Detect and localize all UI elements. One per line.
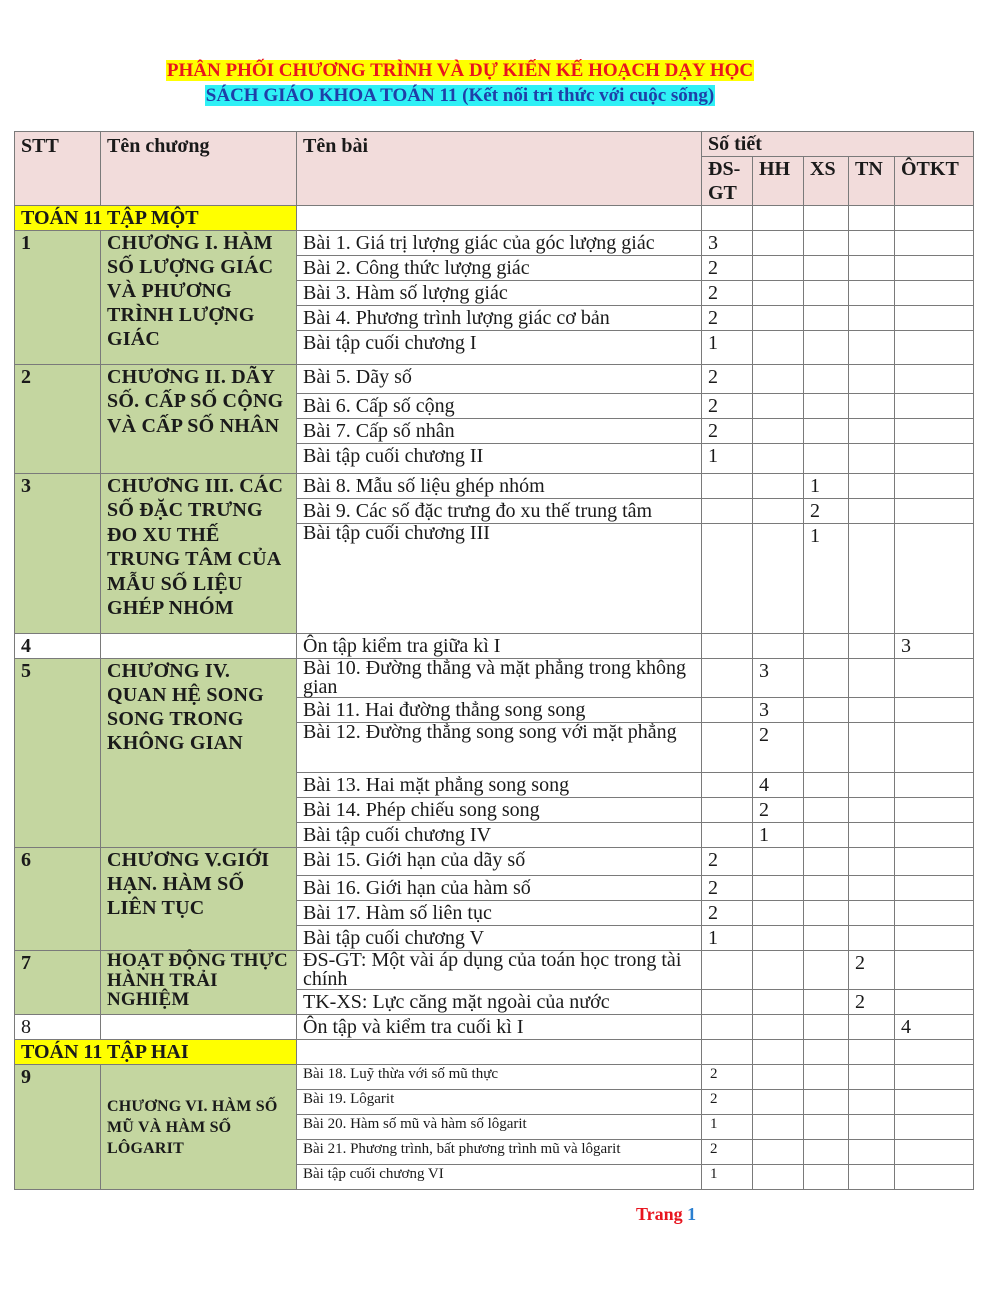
- period-otkt: [895, 798, 974, 823]
- period-tn: [849, 848, 895, 876]
- period-xs: [804, 990, 849, 1015]
- period-xs: [804, 1015, 849, 1040]
- table-row: [15, 951, 974, 990]
- period-hh: [753, 1165, 804, 1190]
- chapter-stt: 9: [15, 1065, 101, 1190]
- period-hh: [753, 499, 804, 524]
- empty-cell: [702, 206, 753, 231]
- period-dsgt: 2: [702, 1065, 753, 1090]
- period-tn: [849, 926, 895, 951]
- period-hh: [753, 394, 804, 419]
- period-dsgt: 1: [702, 1165, 753, 1190]
- header-periods: Số tiết: [702, 132, 974, 157]
- period-xs: [804, 1065, 849, 1090]
- empty-cell: [753, 1040, 804, 1065]
- lesson-name: Bài tập cuối chương IV: [297, 823, 702, 848]
- period-dsgt: [702, 951, 753, 990]
- period-tn: 2: [849, 951, 895, 990]
- period-tn: [849, 698, 895, 723]
- period-hh: 3: [753, 698, 804, 723]
- header-dsgt: ĐS-GT: [702, 157, 753, 206]
- period-xs: [804, 876, 849, 901]
- period-tn: [849, 1015, 895, 1040]
- header-chapter: Tên chương: [101, 132, 297, 206]
- period-hh: [753, 848, 804, 876]
- period-otkt: [895, 723, 974, 773]
- period-dsgt: [702, 634, 753, 659]
- period-xs: [804, 231, 849, 256]
- period-dsgt: [702, 823, 753, 848]
- period-tn: [849, 419, 895, 444]
- period-hh: [753, 419, 804, 444]
- period-dsgt: [702, 1015, 753, 1040]
- period-otkt: [895, 281, 974, 306]
- period-tn: [849, 798, 895, 823]
- table-row: [15, 634, 974, 659]
- period-tn: [849, 231, 895, 256]
- table-row: [15, 1065, 974, 1090]
- period-hh: [753, 1140, 804, 1165]
- period-hh: 4: [753, 773, 804, 798]
- period-tn: [849, 659, 895, 698]
- period-otkt: [895, 848, 974, 876]
- period-dsgt: [702, 499, 753, 524]
- period-otkt: [895, 256, 974, 281]
- period-xs: [804, 901, 849, 926]
- lesson-name: Bài tập cuối chương II: [297, 444, 702, 474]
- period-dsgt: [702, 659, 753, 698]
- table-row: [15, 474, 974, 499]
- period-otkt: [895, 1140, 974, 1165]
- chapter-name: CHƯƠNG VI. HÀM SỐ MŨ VÀ HÀM SỐ LÔGARIT: [101, 1065, 297, 1190]
- period-tn: [849, 1140, 895, 1165]
- table-row: [15, 848, 974, 876]
- document-subtitle: SÁCH GIÁO KHOA TOÁN 11 (Kết nối tri thức với cuộc sống): [205, 85, 715, 106]
- period-xs: [804, 1115, 849, 1140]
- lesson-name: Bài 19. Lôgarit: [297, 1090, 702, 1115]
- period-dsgt: [702, 798, 753, 823]
- document-title: PHÂN PHỐI CHƯƠNG TRÌNH VÀ DỰ KIẾN KẾ HOẠCH DẠY HỌC: [166, 60, 754, 81]
- period-otkt: [895, 823, 974, 848]
- period-hh: [753, 444, 804, 474]
- period-otkt: [895, 474, 974, 499]
- lesson-name: Bài 11. Hai đường thẳng song song: [297, 698, 702, 723]
- lesson-name: TK-XS: Lực căng mặt ngoài của nước: [297, 990, 702, 1015]
- period-hh: 2: [753, 798, 804, 823]
- period-hh: [753, 281, 804, 306]
- period-dsgt: 2: [702, 901, 753, 926]
- period-otkt: [895, 698, 974, 723]
- chapter-name: HOẠT ĐỘNG THỰC HÀNH TRẢI NGHIỆM: [101, 951, 297, 1015]
- empty-cell: [753, 206, 804, 231]
- period-otkt: [895, 231, 974, 256]
- period-hh: [753, 1015, 804, 1040]
- period-tn: [849, 823, 895, 848]
- chapter-stt: 4: [15, 634, 101, 659]
- empty-cell: [895, 1040, 974, 1065]
- period-tn: [849, 1090, 895, 1115]
- chapter-name: CHƯƠNG IV. QUAN HỆ SONG SONG TRONG KHÔNG GIAN: [101, 659, 297, 848]
- period-xs: 1: [804, 524, 849, 634]
- chapter-name: CHƯƠNG III. CÁC SỐ ĐẶC TRƯNG ĐO XU THẾ TRUNG TÂM CỦA MẪU SỐ LIỆU GHÉP NHÓM: [101, 474, 297, 634]
- period-hh: 3: [753, 659, 804, 698]
- period-dsgt: 2: [702, 281, 753, 306]
- period-xs: [804, 331, 849, 365]
- volume-label: TOÁN 11 TẬP MỘT: [15, 206, 297, 231]
- period-otkt: 4: [895, 1015, 974, 1040]
- empty-cell: [804, 1040, 849, 1065]
- chapter-stt: 3: [15, 474, 101, 634]
- period-hh: [753, 231, 804, 256]
- header-tn: TN: [849, 157, 895, 206]
- period-dsgt: [702, 773, 753, 798]
- period-otkt: [895, 1090, 974, 1115]
- lesson-name: Bài 17. Hàm số liên tục: [297, 901, 702, 926]
- period-xs: [804, 773, 849, 798]
- chapter-stt: 1: [15, 231, 101, 365]
- period-xs: [804, 256, 849, 281]
- period-tn: [849, 1115, 895, 1140]
- lesson-name: Bài 20. Hàm số mũ và hàm số lôgarit: [297, 1115, 702, 1140]
- empty-cell: [849, 1040, 895, 1065]
- period-dsgt: 1: [702, 1115, 753, 1140]
- period-otkt: [895, 499, 974, 524]
- header-otkt: ÔTKT: [895, 157, 974, 206]
- period-dsgt: 2: [702, 306, 753, 331]
- period-hh: [753, 474, 804, 499]
- period-xs: [804, 394, 849, 419]
- period-tn: [849, 723, 895, 773]
- period-tn: [849, 306, 895, 331]
- period-hh: [753, 876, 804, 901]
- lesson-name: Bài 16. Giới hạn của hàm số: [297, 876, 702, 901]
- chapter-stt: 2: [15, 365, 101, 474]
- page-label: Trang: [636, 1204, 683, 1224]
- lesson-name: Bài 5. Dãy số: [297, 365, 702, 394]
- lesson-name: Bài 2. Công thức lượng giác: [297, 256, 702, 281]
- period-dsgt: 2: [702, 1090, 753, 1115]
- lesson-name: Ôn tập kiểm tra giữa kì I: [297, 634, 702, 659]
- period-otkt: [895, 926, 974, 951]
- period-otkt: [895, 773, 974, 798]
- period-hh: [753, 1065, 804, 1090]
- period-hh: [753, 256, 804, 281]
- period-hh: 1: [753, 823, 804, 848]
- lesson-name: Bài 14. Phép chiếu song song: [297, 798, 702, 823]
- period-dsgt: [702, 524, 753, 634]
- chapter-name: CHƯƠNG II. DÃY SỐ. CẤP SỐ CỘNG VÀ CẤP SỐ NHÂN: [101, 365, 297, 474]
- period-tn: [849, 1165, 895, 1190]
- chapter-stt: 8: [15, 1015, 101, 1040]
- period-dsgt: 3: [702, 231, 753, 256]
- lesson-name: Bài 21. Phương trình, bất phương trình mũ và lôgarit: [297, 1140, 702, 1165]
- chapter-stt: 5: [15, 659, 101, 848]
- period-dsgt: [702, 723, 753, 773]
- lesson-name: Bài 18. Luỹ thừa với số mũ thực: [297, 1065, 702, 1090]
- period-dsgt: [702, 990, 753, 1015]
- period-hh: [753, 306, 804, 331]
- period-xs: [804, 365, 849, 394]
- period-hh: [753, 926, 804, 951]
- table-row: [15, 365, 974, 394]
- empty-cell: [895, 206, 974, 231]
- lesson-name: Bài tập cuối chương I: [297, 331, 702, 365]
- lesson-name: Ôn tập và kiểm tra cuối kì I: [297, 1015, 702, 1040]
- period-otkt: [895, 444, 974, 474]
- period-xs: [804, 419, 849, 444]
- period-otkt: [895, 1165, 974, 1190]
- period-dsgt: 2: [702, 876, 753, 901]
- volume-row: [15, 1040, 974, 1065]
- period-dsgt: 2: [702, 394, 753, 419]
- period-xs: [804, 1165, 849, 1190]
- lesson-name: Bài tập cuối chương V: [297, 926, 702, 951]
- header-row: [15, 132, 974, 157]
- period-dsgt: 2: [702, 1140, 753, 1165]
- lesson-name: Bài 3. Hàm số lượng giác: [297, 281, 702, 306]
- period-dsgt: [702, 698, 753, 723]
- period-dsgt: 2: [702, 365, 753, 394]
- period-tn: [849, 1065, 895, 1090]
- period-dsgt: [702, 474, 753, 499]
- empty-cell: [702, 1040, 753, 1065]
- period-xs: [804, 723, 849, 773]
- curriculum-table: [14, 131, 974, 1190]
- period-hh: [753, 365, 804, 394]
- period-tn: [849, 474, 895, 499]
- period-hh: 2: [753, 723, 804, 773]
- period-tn: [849, 876, 895, 901]
- period-otkt: [895, 419, 974, 444]
- period-dsgt: 2: [702, 256, 753, 281]
- chapter-name: [101, 1015, 297, 1040]
- volume-label: TOÁN 11 TẬP HAI: [15, 1040, 297, 1065]
- volume-row: [15, 206, 974, 231]
- period-dsgt: 1: [702, 444, 753, 474]
- period-xs: 2: [804, 499, 849, 524]
- lesson-name: Bài 10. Đường thẳng và mặt phẳng trong không gian: [297, 659, 702, 698]
- empty-cell: [804, 206, 849, 231]
- lesson-name: Bài 13. Hai mặt phẳng song song: [297, 773, 702, 798]
- chapter-stt: 6: [15, 848, 101, 951]
- period-otkt: [895, 901, 974, 926]
- empty-cell: [849, 206, 895, 231]
- period-dsgt: 2: [702, 419, 753, 444]
- period-hh: [753, 1090, 804, 1115]
- period-dsgt: 1: [702, 331, 753, 365]
- period-hh: [753, 1115, 804, 1140]
- period-xs: [804, 926, 849, 951]
- period-tn: 2: [849, 990, 895, 1015]
- period-xs: [804, 281, 849, 306]
- period-xs: [804, 659, 849, 698]
- period-otkt: [895, 876, 974, 901]
- period-tn: [849, 773, 895, 798]
- lesson-name: Bài 8. Mẫu số liệu ghép nhóm: [297, 474, 702, 499]
- period-otkt: [895, 659, 974, 698]
- page-number: 1: [687, 1204, 697, 1224]
- period-tn: [849, 499, 895, 524]
- lesson-name: Bài 9. Các số đặc trưng đo xu thế trung tâm: [297, 499, 702, 524]
- period-otkt: [895, 394, 974, 419]
- period-otkt: [895, 331, 974, 365]
- period-hh: [753, 990, 804, 1015]
- lesson-name: Bài tập cuối chương III: [297, 524, 702, 634]
- header-lesson: Tên bài: [297, 132, 702, 206]
- period-xs: [804, 634, 849, 659]
- period-xs: [804, 848, 849, 876]
- period-xs: [804, 1140, 849, 1165]
- period-tn: [849, 365, 895, 394]
- period-xs: [804, 951, 849, 990]
- chapter-name: CHƯƠNG I. HÀM SỐ LƯỢNG GIÁC VÀ PHƯƠNG TRÌNH LƯỢNG GIÁC: [101, 231, 297, 365]
- period-hh: [753, 951, 804, 990]
- period-tn: [849, 281, 895, 306]
- period-xs: [804, 306, 849, 331]
- period-otkt: [895, 951, 974, 990]
- period-tn: [849, 256, 895, 281]
- lesson-name: Bài 12. Đường thẳng song song với mặt phẳng: [297, 723, 702, 773]
- table-row: [15, 1015, 974, 1040]
- period-otkt: [895, 1065, 974, 1090]
- header-hh: HH: [753, 157, 804, 206]
- period-tn: [849, 524, 895, 634]
- period-xs: [804, 1090, 849, 1115]
- period-tn: [849, 394, 895, 419]
- chapter-name: [101, 634, 297, 659]
- lesson-name: Bài 15. Giới hạn của dãy số: [297, 848, 702, 876]
- period-otkt: [895, 1115, 974, 1140]
- period-dsgt: 1: [702, 926, 753, 951]
- header-xs: XS: [804, 157, 849, 206]
- period-otkt: [895, 306, 974, 331]
- lesson-name: ĐS-GT: Một vài áp dụng của toán học trong tài chính: [297, 951, 702, 990]
- period-tn: [849, 901, 895, 926]
- period-hh: [753, 524, 804, 634]
- page-footer: [636, 1204, 696, 1225]
- period-tn: [849, 331, 895, 365]
- empty-cell: [297, 1040, 702, 1065]
- header-stt: STT: [15, 132, 101, 206]
- period-otkt: [895, 524, 974, 634]
- chapter-name: CHƯƠNG V.GIỚI HẠN. HÀM SỐ LIÊN TỤC: [101, 848, 297, 951]
- chapter-stt: 7: [15, 951, 101, 1015]
- lesson-name: Bài 7. Cấp số nhân: [297, 419, 702, 444]
- period-hh: [753, 634, 804, 659]
- period-otkt: [895, 990, 974, 1015]
- period-xs: 1: [804, 474, 849, 499]
- period-tn: [849, 634, 895, 659]
- period-hh: [753, 331, 804, 365]
- table-row: [15, 659, 974, 698]
- period-tn: [849, 444, 895, 474]
- lesson-name: Bài tập cuối chương VI: [297, 1165, 702, 1190]
- period-hh: [753, 901, 804, 926]
- period-xs: [804, 698, 849, 723]
- lesson-name: Bài 1. Giá trị lượng giác của góc lượng giác: [297, 231, 702, 256]
- period-otkt: [895, 365, 974, 394]
- period-xs: [804, 798, 849, 823]
- table-row: [15, 231, 974, 256]
- period-dsgt: 2: [702, 848, 753, 876]
- period-xs: [804, 823, 849, 848]
- period-xs: [804, 444, 849, 474]
- period-otkt: 3: [895, 634, 974, 659]
- lesson-name: Bài 4. Phương trình lượng giác cơ bản: [297, 306, 702, 331]
- empty-cell: [297, 206, 702, 231]
- lesson-name: Bài 6. Cấp số cộng: [297, 394, 702, 419]
